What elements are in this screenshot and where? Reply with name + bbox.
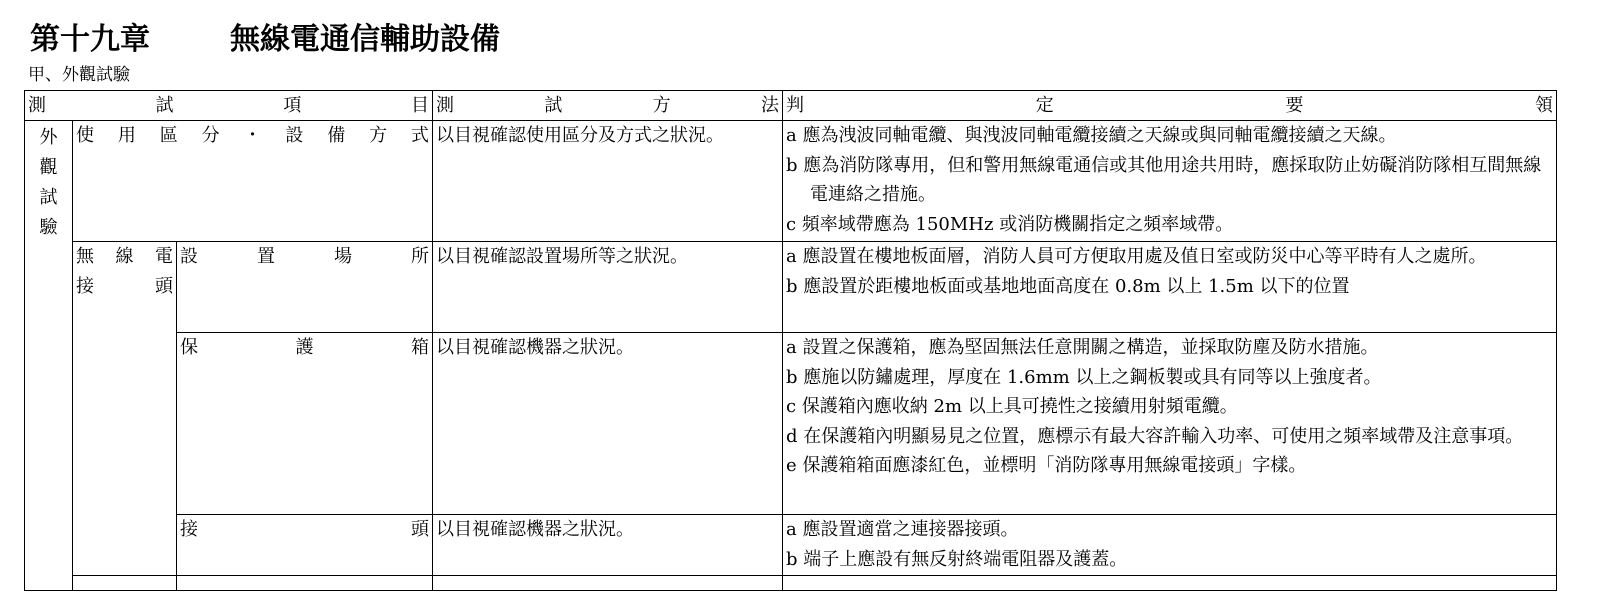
table-row — [25, 121, 1557, 242]
table-row-partial — [25, 576, 1557, 591]
table-row — [25, 515, 1557, 576]
criteria-location: a 應設置在樓地板面層，消防人員可方便取用處及值日室或防災中心等平時有人之處所。 b 應設置於距樓地板面或基地地面高度在 0.8m 以上 1.5m 以下的位置 — [783, 242, 1557, 333]
method-location: 以目視確認設置場所等之狀況。 — [436, 246, 688, 267]
category-cell: 外 觀 試 驗 — [25, 121, 73, 591]
connector-group-cell: 無 線 電 接 頭 — [73, 242, 177, 576]
criteria-usage: a 應為洩波同軸電纜、與洩波同軸電纜接續之天線或與同軸電纜接續之天線。 b 應為消防隊專用，但和警用無線電通信或其他用途共用時，應採取防止妨礙消防隊相互間無線電連絡之措施。 c 頻率域帶應為 150MHz 或消防機關指定之頻率域帶。 — [783, 121, 1557, 242]
chapter-heading — [30, 14, 500, 58]
method-usage: 以目視確認使用區分及方式之狀況。 — [436, 125, 724, 146]
item-box: 保護箱 — [180, 337, 429, 358]
header-item: 測試項目 — [28, 95, 429, 116]
section-label: 甲、外觀試驗 — [28, 65, 130, 85]
item-location: 設置場所 — [180, 246, 429, 267]
header-criteria: 判定要領 — [786, 95, 1553, 116]
chapter-title: 無線電通信輔助設備 — [230, 22, 500, 57]
table-row — [25, 333, 1557, 515]
header-method: 測試方法 — [436, 95, 779, 116]
method-joint: 以目視確認機器之狀況。 — [436, 519, 634, 540]
criteria-joint: a 應設置適當之連接器接頭。 b 端子上應設有無反射終端電阻器及護蓋。 — [783, 515, 1557, 576]
item-usage: 使用區分・設備方式 — [76, 125, 429, 146]
inspection-table — [24, 90, 1557, 591]
table-row — [25, 242, 1557, 333]
chapter-number: 第十九章 — [30, 22, 150, 57]
method-box: 以目視確認機器之狀況。 — [436, 337, 634, 358]
item-joint: 接頭 — [180, 519, 429, 540]
criteria-box: a 設置之保護箱，應為堅固無法任意開關之構造，並採取防塵及防水措施。 b 應施以防鏽處理，厚度在 1.6mm 以上之鋼板製或具有同等以上強度者。 c 保護箱內應收納 2m 以上具可撓性之接續用射頻電纜。 d 在保護箱內明顯易見之位置，應標示有最大容許輸入功率、可使用之頻率域帶及注意事項。 e 保護箱箱面應漆紅色，並標明「消防隊專用無線電接頭」字樣。 — [783, 333, 1557, 515]
header-row — [25, 91, 1557, 121]
